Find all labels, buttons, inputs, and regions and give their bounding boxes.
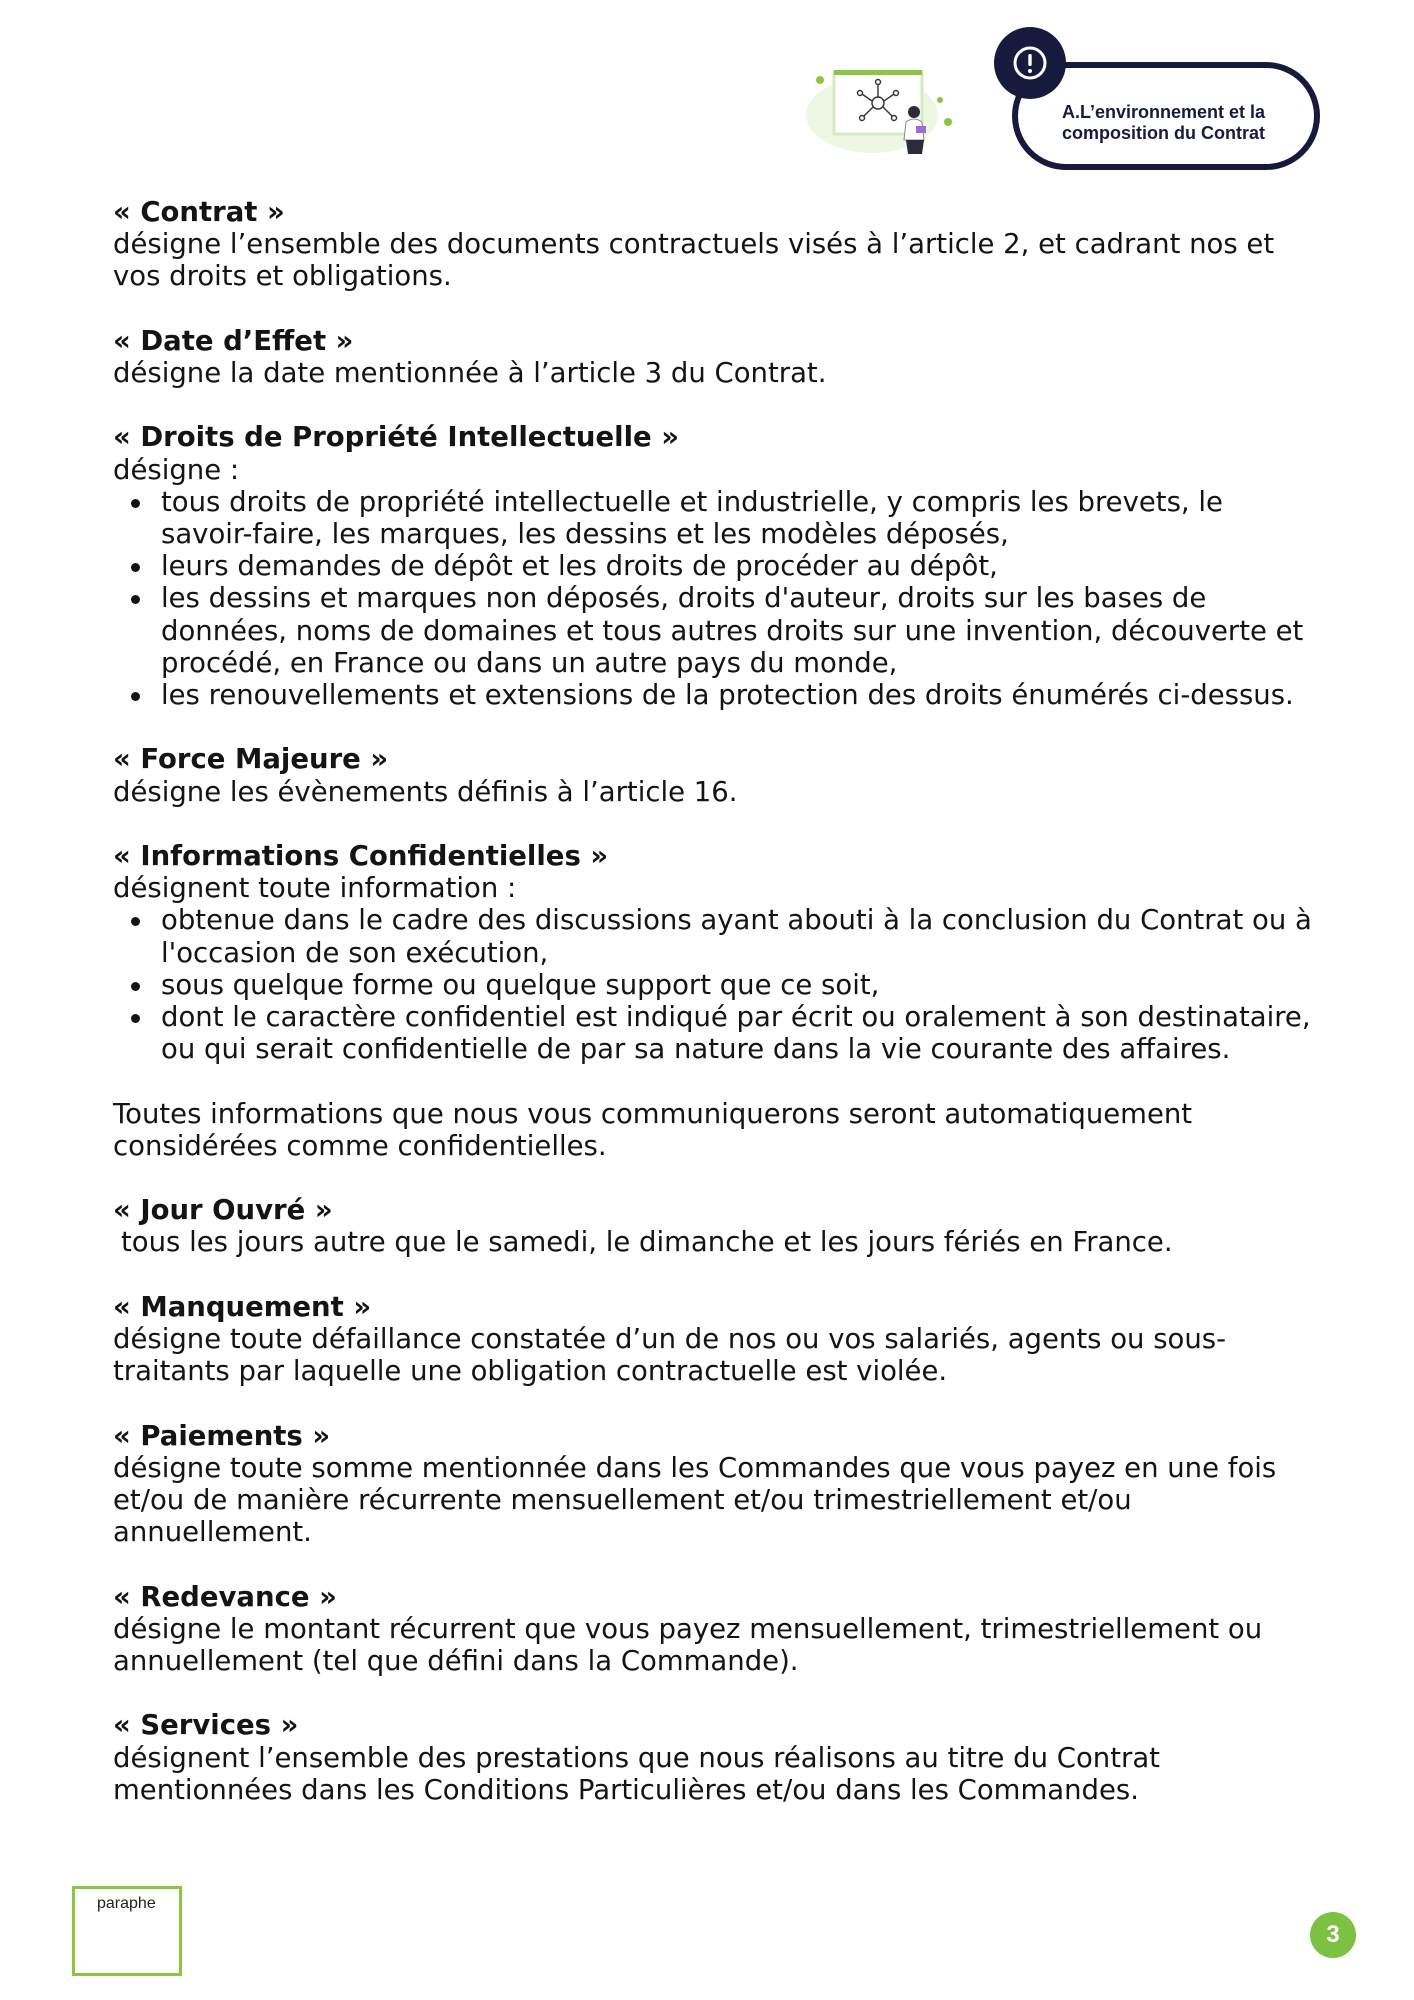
definition-contrat (113, 196, 1313, 293)
definition-term: « Contrat » (113, 196, 285, 228)
definition-droits-propriete (113, 421, 1313, 711)
definition-paiements (113, 1420, 1313, 1549)
confidentiality-note (113, 1098, 1313, 1162)
network-presentation-illustration (800, 60, 960, 160)
definition-text: désignent l’ensemble des prestations que nous réalisons au titre du Contrat mentionnées dans les Conditions Particulières et/ou dans les Commandes. (113, 1741, 1160, 1806)
definition-text: désigne la date mentionnée à l’article 3 du Contrat. (113, 357, 827, 389)
definition-term: « Force Majeure » (113, 743, 389, 776)
definition-term: « Services » (113, 1709, 299, 1742)
definition-text: désigne : (113, 453, 240, 486)
definition-informations-confidentielles (113, 840, 1313, 1065)
definition-text: désigne toute défaillance constatée d’un de nos ou vos salariés, agents ou sous-traitants par laquelle une obligation contractuelle est violée. (113, 1323, 1227, 1388)
definition-date-effet (113, 325, 1313, 389)
definitions-list (113, 196, 1313, 1838)
page-number-badge: 3 (1310, 1912, 1356, 1958)
paragraph-text: Toutes informations que nous vous communiquerons seront automatiquement considérées comme confidentielles. (113, 1097, 1193, 1162)
definition-term: « Paiements » (113, 1419, 331, 1452)
definition-manquement (113, 1291, 1313, 1388)
list-item: leurs demandes de dépôt et les droits de procéder au dépôt, (161, 550, 1313, 582)
definition-services (113, 1709, 1313, 1806)
definition-text: désigne toute somme mentionnée dans les Commandes que vous payez en une fois et/ou de manière récurrente mensuellement et/ou trimestriellement et/ou annuellement. (113, 1451, 1277, 1549)
list-item: sous quelque forme ou quelque support que ce soit, (161, 969, 1313, 1001)
definition-term: « Redevance » (113, 1580, 337, 1613)
list-item: les dessins et marques non déposés, droits d'auteur, droits sur les bases de données, noms de domaines et tous autres droits sur une invention, découverte et procédé, en France ou dans un autre pays du monde, (161, 582, 1313, 679)
definition-text: désigne l’ensemble des documents contractuels visés à l’article 2, et cadrant nos et vos droits et obligations. (113, 228, 1275, 293)
section-title: A.L’environnement et la composition du Contrat (1062, 102, 1266, 143)
list-item: obtenue dans le cadre des discussions ayant abouti à la conclusion du Contrat ou à l'occasion de son exécution, (161, 904, 1312, 969)
paraphe-box[interactable] (72, 1886, 182, 1976)
definition-term: « Manquement » (113, 1290, 372, 1323)
definition-force-majeure (113, 743, 1313, 807)
definition-term: « Date d’Effet » (113, 324, 354, 357)
exclamation-circle-icon (994, 27, 1066, 99)
definition-term: « Jour Ouvré » (113, 1194, 333, 1227)
paraphe-label: paraphe (97, 1895, 156, 1912)
definition-term: « Informations Confidentielles » (113, 840, 609, 872)
list-item: les renouvellements et extensions de la protection des droits énumérés ci-dessus. (161, 679, 1313, 711)
definition-jour-ouvre (113, 1194, 1313, 1258)
bullet-list (113, 486, 1313, 711)
list-item: tous droits de propriété intellectuelle et industrielle, y compris les brevets, le savoir-faire, les marques, les dessins et les modèles déposés, (161, 486, 1313, 550)
definition-text: désignent toute information : (113, 872, 517, 905)
definition-text: désigne le montant récurrent que vous payez mensuellement, trimestriellement ou annuellement (tel que défini dans la Commande). (113, 1612, 1263, 1677)
definition-text: désigne les évènements définis à l’article 16. (113, 775, 738, 808)
definition-redevance (113, 1581, 1313, 1678)
bullet-list (113, 904, 1313, 1065)
list-item: dont le caractère confidentiel est indiqué par écrit ou oralement à son destinataire, ou qui serait confidentielle de par sa nature dans la vie courante des affaires. (161, 1001, 1313, 1065)
definition-term: « Droits de Propriété Intellectuelle » (113, 421, 679, 454)
definition-text: tous les jours autre que le samedi, le dimanche et les jours fériés en France. (121, 1226, 1173, 1259)
